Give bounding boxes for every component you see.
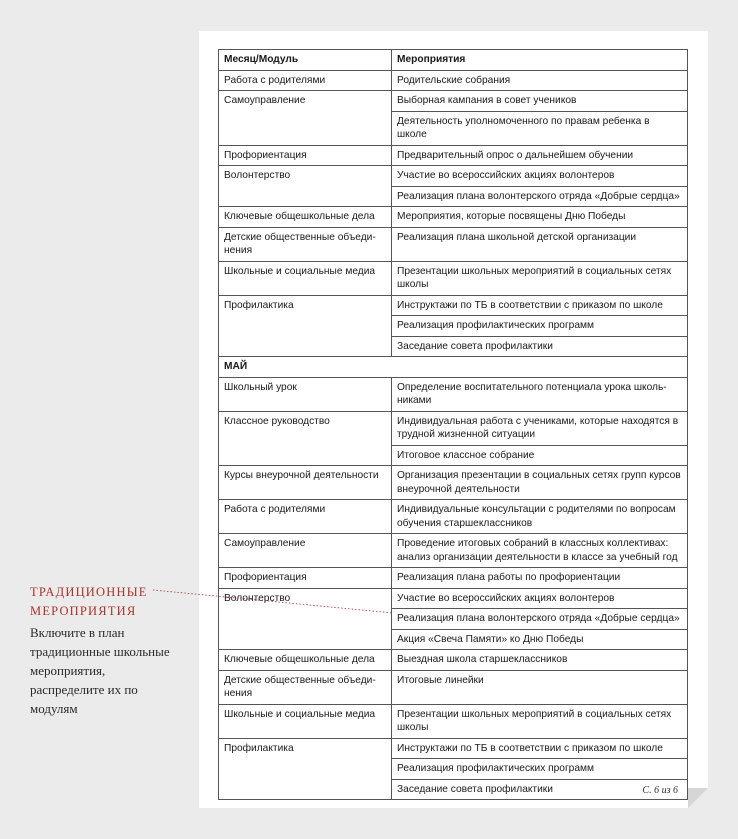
event-cell: Реализация плана волонтерского отряда «Добрые сердца» (392, 609, 688, 630)
module-cell: Профилактика (219, 295, 392, 357)
event-cell: Участие во всероссийских акциях волонтеров (392, 588, 688, 609)
module-cell: Школьные и социальные медиа (219, 261, 392, 295)
module-cell: Ключевые общешкольные дела (219, 207, 392, 228)
event-cell: Проведение итоговых собраний в классных коллективах: анализ организации деятельности в классе за учебный год (392, 534, 688, 568)
side-note (30, 583, 180, 718)
event-cell: Презентации школьных мероприятий в социальных сетях школы (392, 261, 688, 295)
event-cell: Заседание совета профилактики (392, 336, 688, 357)
header-month-module: Месяц/Модуль (219, 50, 392, 71)
event-cell: Участие во всероссийских акциях волонтеров (392, 166, 688, 187)
event-cell: Инструктажи по ТБ в соответствии с приказом по школе (392, 295, 688, 316)
event-cell: Заседание совета профилактики (392, 779, 688, 800)
page-number: С. 6 из 6 (642, 785, 678, 796)
module-cell: Детские общественные объединения (219, 670, 392, 704)
side-note-title-line2: МЕРОПРИЯТИЯ (30, 604, 137, 618)
module-cell: Школьные и социальные медиа (219, 704, 392, 738)
header-events: Мероприятия (392, 50, 688, 71)
module-cell: Волонтерство (219, 166, 392, 207)
event-cell: Реализация плана школьной детской организации (392, 227, 688, 261)
month-label: МАЙ (219, 357, 688, 378)
event-cell: Предварительный опрос о дальнейшем обучении (392, 145, 688, 166)
module-cell: Школьный урок (219, 377, 392, 411)
event-cell: Итоговое классное собрание (392, 445, 688, 466)
module-cell: Профориентация (219, 145, 392, 166)
module-cell: Самоуправление (219, 91, 392, 146)
module-cell: Работа с родителями (219, 70, 392, 91)
event-cell: Выборная кампания в совет учеников (392, 91, 688, 112)
event-cell: Деятельность уполномоченного по правам ребенка в школе (392, 111, 688, 145)
side-note-title (30, 583, 180, 621)
event-cell: Презентации школьных мероприятий в социальных сетях школы (392, 704, 688, 738)
event-cell: Реализация профилактических программ (392, 316, 688, 337)
event-cell: Реализация профилактических программ (392, 759, 688, 780)
side-note-title-line1: ТРАДИЦИОННЫЕ (30, 585, 148, 599)
event-cell: Реализация плана работы по профориентации (392, 568, 688, 589)
module-cell: Работа с родителями (219, 500, 392, 534)
module-cell: Курсы внеурочной деятельности (219, 466, 392, 500)
side-note-body: Включите в план традиционные школьные мероприятия, распределите их по модулям (30, 625, 170, 716)
module-cell: Профилактика (219, 738, 392, 800)
module-cell: Ключевые общешкольные дела (219, 650, 392, 671)
event-cell: Итоговые линейки (392, 670, 688, 704)
event-cell: Определение воспитательного потенциала урока школьниками (392, 377, 688, 411)
module-cell: Самоуправление (219, 534, 392, 568)
module-cell: Профориентация (219, 568, 392, 589)
event-cell: Мероприятия, которые посвящены Дню Победы (392, 207, 688, 228)
module-cell: Волонтерство (219, 588, 392, 650)
event-cell: Индивидуальные консультации с родителями по вопросам обучения старшеклассников (392, 500, 688, 534)
event-cell: Организация презентации в социальных сетях групп курсов внеурочной деятельности (392, 466, 688, 500)
event-cell: Акция «Свеча Памяти» ко Дню Победы (392, 629, 688, 650)
event-cell: Родительские собрания (392, 70, 688, 91)
event-cell: Инструктажи по ТБ в соответствии с приказом по школе (392, 738, 688, 759)
event-cell: Индивидуальная работа с учениками, которые находятся в трудной жизненной ситуации (392, 411, 688, 445)
event-cell: Выездная школа старшеклассников (392, 650, 688, 671)
event-cell: Реализация плана волонтерского отряда «Добрые сердца» (392, 186, 688, 207)
module-cell: Детские общественные объединения (219, 227, 392, 261)
module-cell: Классное руководство (219, 411, 392, 466)
